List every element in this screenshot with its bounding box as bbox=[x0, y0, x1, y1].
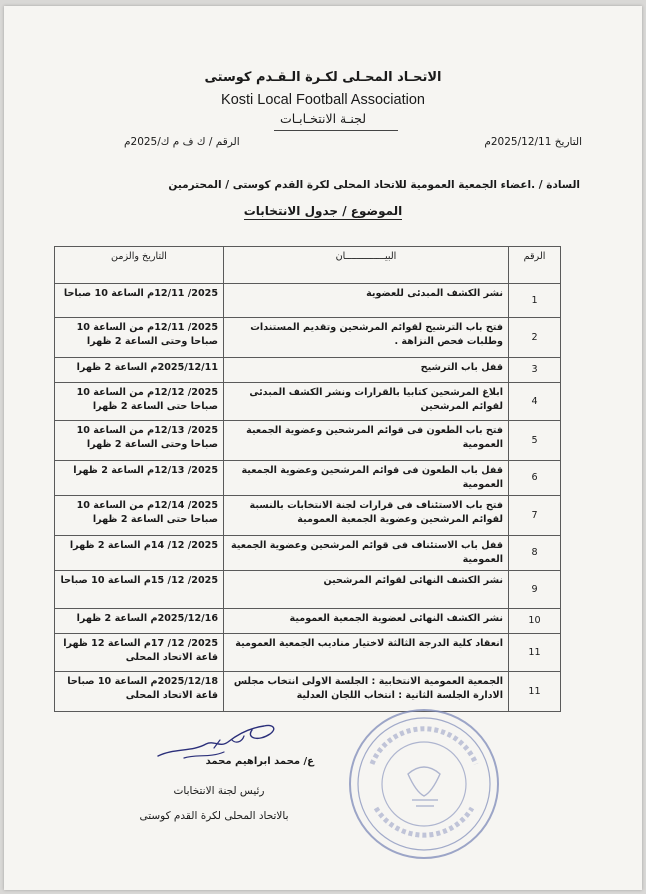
row-datetime: 2025/ 12/ 15م الساعة 10 صباحا bbox=[55, 571, 224, 609]
signer-title: رئيس لجنة الانتخابات bbox=[173, 785, 265, 797]
table-row bbox=[55, 383, 561, 421]
header-statement: البيــــــــــــــان bbox=[224, 247, 509, 284]
row-number: 11 bbox=[509, 672, 561, 712]
addressee-line: السادة / .اعضاء الجمعية العمومية للاتحاد المحلى لكرة القدم كوستى / المحترمين bbox=[168, 179, 580, 191]
row-datetime: 2025/ 12/13م الساعة 2 ظهرا bbox=[55, 461, 224, 496]
subject-text: الموضوع / جدول الانتخابات bbox=[243, 204, 403, 218]
row-number: 9 bbox=[509, 571, 561, 609]
row-action: نشر الكشف النهائى لعضوية الجمعية العمومية bbox=[224, 609, 509, 634]
row-datetime: 2025/ 12/12م من الساعة 10 صباحا حتى الساعة 2 ظهرا bbox=[55, 383, 224, 421]
row-action: فتح باب الاستئناف فى قرارات لجنة الانتخابات بالنسبة لقوائم المرشحين وعضوية الجمعية العمومية bbox=[224, 496, 509, 536]
row-number: 2 bbox=[509, 318, 561, 358]
row-action: ابلاغ المرشحين كتابيا بالقرارات ونشر الكشف المبدئى لقوائم المرشحين bbox=[224, 383, 509, 421]
row-number: 3 bbox=[509, 358, 561, 383]
row-number: 8 bbox=[509, 536, 561, 571]
row-datetime: 2025/ 12/11م من الساعة 10 صباحا وحتى الساعة 2 ظهرا bbox=[55, 318, 224, 358]
row-action: نشر الكشف المبدئى للعضوية bbox=[224, 284, 509, 318]
row-datetime: 2025/ 12/13م من الساعة 10 صباحا وحتى الساعة 2 ظهرا bbox=[55, 421, 224, 461]
table-row bbox=[55, 461, 561, 496]
row-action: قفل باب الترشيح bbox=[224, 358, 509, 383]
row-number: 11 bbox=[509, 634, 561, 672]
election-schedule-table bbox=[54, 246, 561, 712]
signer-organization: بالاتحاد المحلى لكرة القدم كوستى bbox=[139, 810, 289, 822]
row-number: 4 bbox=[509, 383, 561, 421]
header-divider bbox=[274, 130, 398, 131]
row-number: 7 bbox=[509, 496, 561, 536]
header-datetime: التاريخ والزمن bbox=[55, 247, 224, 284]
document-reference: الرقم / ك ف م ك/2025م bbox=[124, 136, 240, 148]
header-arabic-title: الاتحـاد المحـلى لكـرة الـقـدم كوستى bbox=[204, 70, 442, 85]
table-row bbox=[55, 634, 561, 672]
official-stamp bbox=[342, 704, 506, 864]
row-number: 10 bbox=[509, 609, 561, 634]
header-number: الرقم bbox=[509, 247, 561, 284]
signer-name: ع/ محمد ابراهيم محمد bbox=[205, 756, 314, 767]
row-datetime: 2025/12/18م الساعة 10 صباحا قاعة الاتحاد المحلى bbox=[55, 672, 224, 712]
row-action: فتح باب الترشيح لقوائم المرشحين وتقديم المستندات وطلبات فحص النزاهة . bbox=[224, 318, 509, 358]
table-row bbox=[55, 536, 561, 571]
header-committee: لجنـة الانتخـابـات bbox=[279, 111, 367, 126]
row-datetime: 2025/ 12/14م من الساعة 10 صباحا حتى الساعة 2 ظهرا bbox=[55, 496, 224, 536]
row-number: 6 bbox=[509, 461, 561, 496]
row-number: 1 bbox=[509, 284, 561, 318]
row-datetime: 2025/ 12/11م الساعة 10 صباحا bbox=[55, 284, 224, 318]
table-row bbox=[55, 496, 561, 536]
table-row bbox=[55, 284, 561, 318]
row-action: الجمعية العمومية الانتخابية : الجلسة الاولى انتخاب مجلس الادارة الجلسة الثانية : انتخاب اللجان العدلية bbox=[224, 672, 509, 712]
table-row bbox=[55, 571, 561, 609]
row-action: نشر الكشف النهائى لقوائم المرشحين bbox=[224, 571, 509, 609]
row-datetime: 2025/ 12/ 14م الساعة 2 ظهرا bbox=[55, 536, 224, 571]
table-row bbox=[55, 318, 561, 358]
row-action: قفل باب الطعون فى قوائم المرشحين وعضوية الجمعية العمومية bbox=[224, 461, 509, 496]
header-english-title: Kosti Local Football Association bbox=[221, 92, 425, 108]
row-action: انعقاد كلية الدرجة الثالثة لاختيار مناديب الجمعية العمومية bbox=[224, 634, 509, 672]
table-row bbox=[55, 609, 561, 634]
table-header-row bbox=[55, 247, 561, 284]
table-row bbox=[55, 358, 561, 383]
subject-line bbox=[4, 204, 642, 218]
row-datetime: 2025/12/16م الساعة 2 ظهرا bbox=[55, 609, 224, 634]
document-page bbox=[4, 6, 642, 890]
row-action: فتح باب الطعون فى قوائم المرشحين وعضوية الجمعية العمومية bbox=[224, 421, 509, 461]
row-number: 5 bbox=[509, 421, 561, 461]
table-row bbox=[55, 421, 561, 461]
row-action: قفل باب الاستئناف فى قوائم المرشحين وعضوية الجمعية العمومية bbox=[224, 536, 509, 571]
row-datetime: 2025/ 12/ 17م الساعة 12 ظهرا قاعة الاتحاد المحلى bbox=[55, 634, 224, 672]
document-date: التاريخ 2025/12/11م bbox=[484, 136, 582, 148]
row-datetime: 2025/12/11م الساعة 2 ظهرا bbox=[55, 358, 224, 383]
